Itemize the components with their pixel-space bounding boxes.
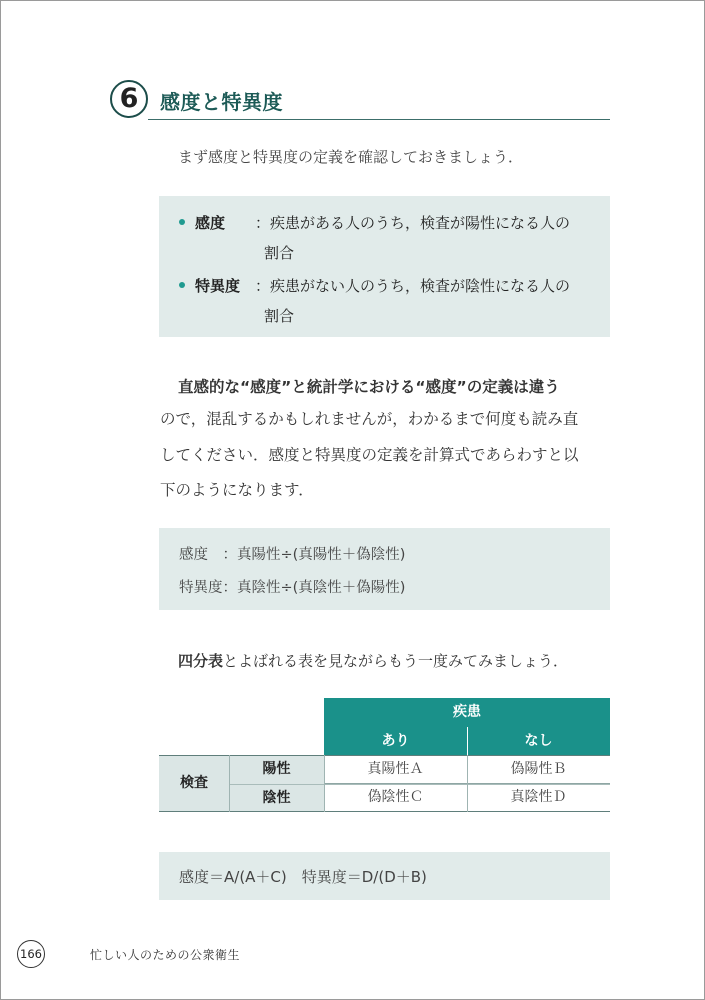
definition-item-sensitivity xyxy=(179,212,570,233)
definition-item-specificity xyxy=(179,275,570,296)
definition-desc: ：疾患がない人のうち，検査が陰性になる人の xyxy=(255,277,571,295)
section-title: 感度と特異度 xyxy=(160,90,283,114)
final-formula-box xyxy=(159,852,610,900)
cell-false-positive: 偽陽性Ｂ xyxy=(467,755,610,784)
table-rule xyxy=(229,755,230,812)
section-number: 6 xyxy=(110,80,148,118)
cell-false-negative: 偽陰性Ｃ xyxy=(324,784,467,812)
paragraph-line: してください．感度と特異度の定義を計算式であらわすと以 xyxy=(160,446,579,464)
paragraph-line: 直感的な“感度”と統計学における“感度”の定義は違う xyxy=(178,378,560,396)
paragraph-line: 下のようになります． xyxy=(160,481,314,499)
definition-term: 感度 xyxy=(195,214,226,232)
table-intro xyxy=(178,650,568,671)
paragraph-line: ので，混乱するかもしれませんが，わかるまで何度も読み直 xyxy=(160,410,579,428)
header-disease: 疾患 xyxy=(324,698,610,727)
header-row-negative: 陰性 xyxy=(229,784,324,812)
definition-term: 特異度 xyxy=(195,277,241,295)
section-rule xyxy=(148,119,610,120)
page-number: 166 xyxy=(17,940,45,968)
header-row-group: 検査 xyxy=(159,755,229,812)
contingency-table xyxy=(159,698,610,812)
header-row-positive: 陽性 xyxy=(229,755,324,784)
table-rule xyxy=(467,727,468,755)
body-paragraph xyxy=(160,370,612,510)
header-col-yes: あり xyxy=(324,727,467,755)
formula-specificity: 特異度：真陰性÷(真陰性＋偽陽性) xyxy=(179,580,406,596)
final-formula: 感度＝A/(A＋C) 特異度＝D/(D＋B) xyxy=(179,868,427,886)
header-col-no: なし xyxy=(467,727,610,755)
section-heading xyxy=(110,80,610,122)
table-rule xyxy=(229,784,610,785)
cell-true-negative: 真陰性Ｄ xyxy=(467,784,610,812)
table-intro-bold: 四分表 xyxy=(178,652,224,670)
intro-text: まず感度と特異度の定義を確認しておきましょう． xyxy=(178,148,524,166)
definition-desc-cont: 割合 xyxy=(264,244,295,262)
bullet-icon xyxy=(179,219,185,225)
table-rule xyxy=(467,755,468,812)
table-rule xyxy=(324,755,325,812)
table-rule xyxy=(159,755,610,756)
definition-desc: ：疾患がある人のうち，検査が陽性になる人の xyxy=(255,214,571,232)
table-intro-rest: とよばれる表を見ながらもう一度みてみましょう． xyxy=(223,652,569,670)
formula-sensitivity: 感度 ：真陽性÷(真陽性＋偽陰性) xyxy=(179,547,406,563)
cell-true-positive: 真陽性Ａ xyxy=(324,755,467,784)
bullet-icon xyxy=(179,282,185,288)
formula-box xyxy=(159,528,610,610)
definition-box xyxy=(159,196,610,337)
definition-desc-cont: 割合 xyxy=(264,307,295,325)
book-title: 忙しい人のための公衆衛生 xyxy=(90,948,241,962)
table-rule xyxy=(159,811,610,812)
